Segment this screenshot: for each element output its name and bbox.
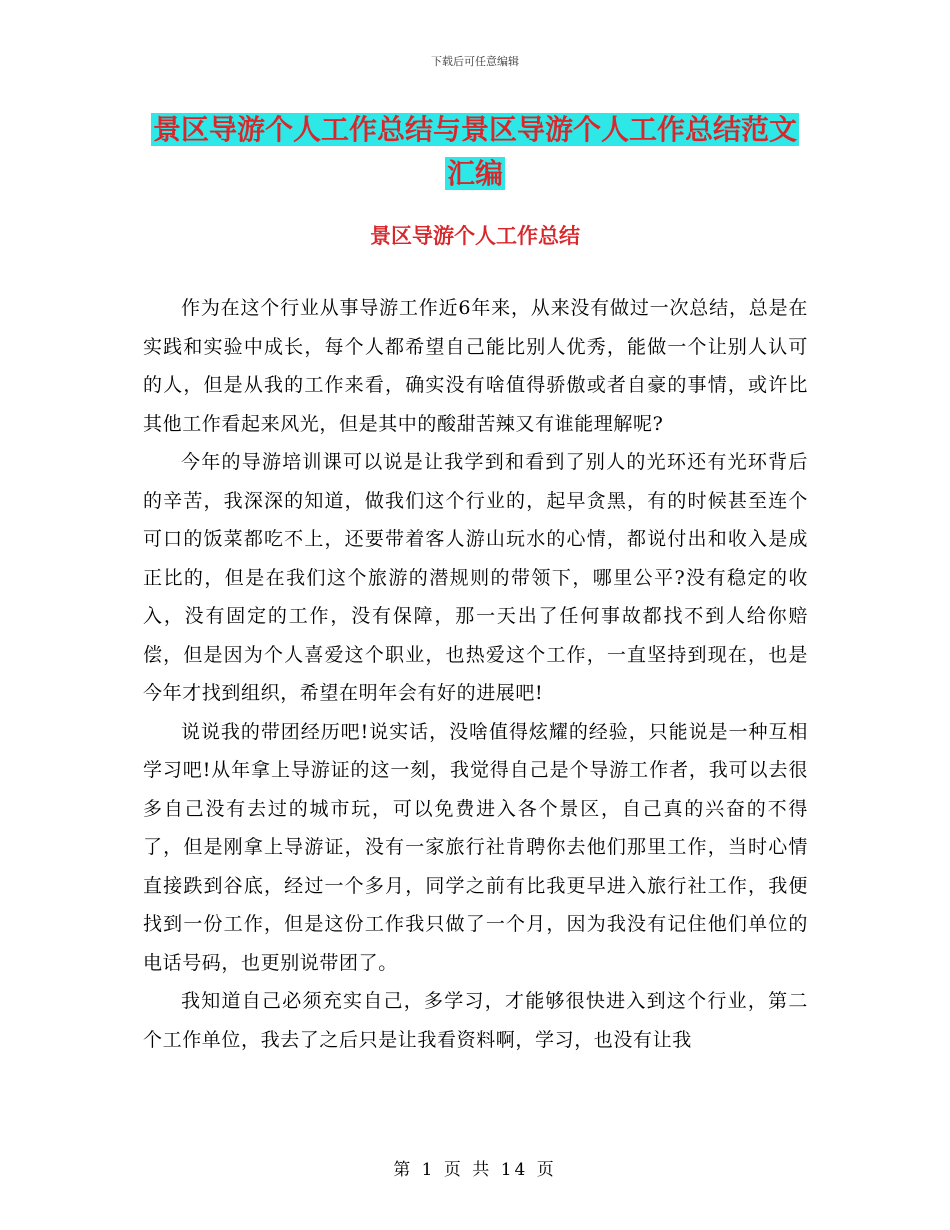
document-title-line-1: 景区导游个人工作总结与景区导游个人工作总结范文: [152, 113, 797, 146]
document-title-line-2: 汇编: [446, 157, 503, 190]
document-body: [143, 289, 808, 1059]
page-number-footer: 第 1 页 共 14 页: [393, 1160, 557, 1180]
header-note: 下载后可任意编辑: [431, 55, 519, 68]
paragraph-3: 说说我的带团经历吧!说实话，没啥值得炫耀的经验，只能说是一种互相学习吧!从年拿上导游证的这一刻，我觉得自己是个导游工作者，我可以去很多自己没有去过的城市玩，可以免费进入各个景区，自己真的兴奋的不得了，但是刚拿上导游证，没有一家旅行社肯聘你去他们那里工作，当时心情直接跌到谷底，经过一个多月，同学之前有比我更早进入旅行社工作，我便找到一份工作，但是这份工作我只做了一个月，因为我没有记住他们单位的电话号码，也更别说带团了。: [143, 720, 808, 974]
paragraph-1: 作为在这个行业从事导游工作近6年来，从来没有做过一次总结，总是在实践和实验中成长，每个人都希望自己能比别人优秀，能做一个让别人认可的人，但是从我的工作来看，确实没有啥值得骄傲或者自豪的事情，或许比其他工作看起来风光，但是其中的酸甜苦辣又有谁能理解呢?: [143, 297, 808, 435]
section-title: 景区导游个人工作总结: [370, 224, 580, 248]
paragraph-4: 我知道自己必须充实自己，多学习，才能够很快进入到这个行业，第二个工作单位，我去了之后只是让我看资料啊，学习，也没有让我: [143, 990, 808, 1051]
document-title: [140, 108, 810, 196]
paragraph-2: 今年的导游培训课可以说是让我学到和看到了别人的光环还有光环背后的辛苦，我深深的知道，做我们这个行业的，起早贪黑，有的时候甚至连个可口的饭菜都吃不上，还要带着客人游山玩水的心情，都说付出和收入是成正比的，但是在我们这个旅游的潜规则的带领下，哪里公平?没有稳定的收入，没有固定的工作，没有保障，那一天出了任何事故都找不到人给你赔偿，但是因为个人喜爱这个职业，也热爱这个工作，一直坚持到现在，也是今年才找到组织，希望在明年会有好的进展吧!: [143, 451, 808, 704]
